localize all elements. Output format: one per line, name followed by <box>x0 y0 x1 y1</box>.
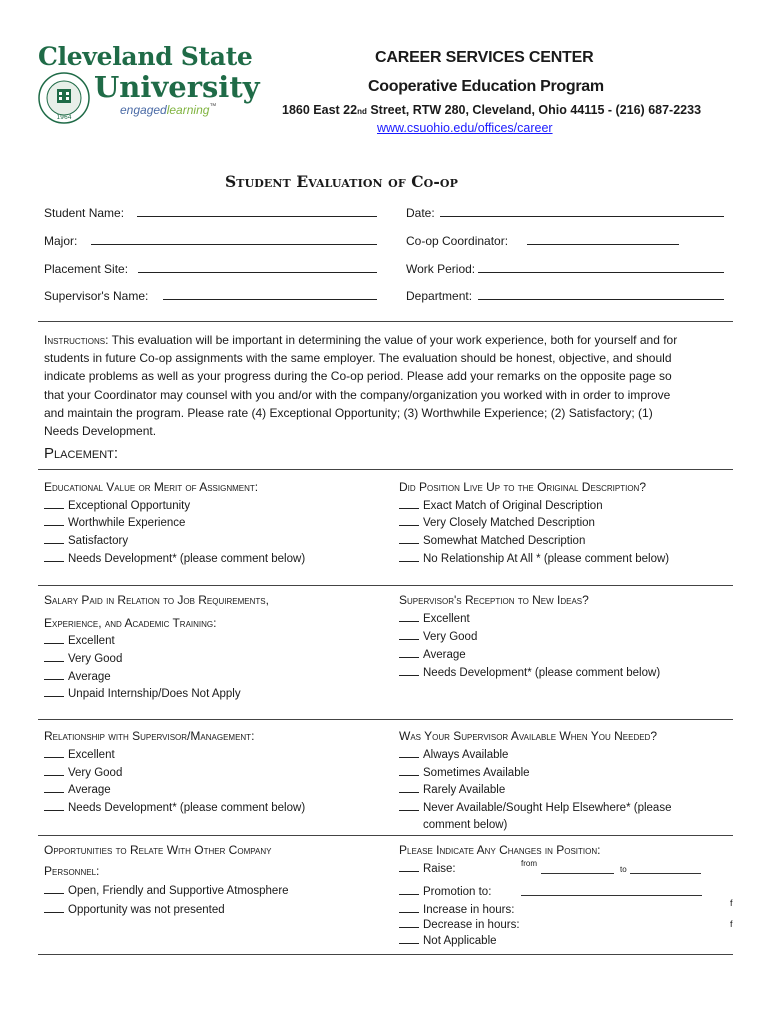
date-field[interactable] <box>440 204 724 217</box>
option-label: Exceptional Opportunity <box>68 500 191 512</box>
tagline-engaged: engaged <box>120 103 167 117</box>
relationship-option-3[interactable] <box>44 783 111 796</box>
divider <box>38 585 733 586</box>
option-label: No Relationship At All * (please comment below) <box>423 553 670 565</box>
form-title: Student Evaluation of Co-op <box>225 172 458 191</box>
salary-option-3[interactable] <box>44 670 111 683</box>
option-label: Excellent <box>423 613 470 625</box>
available-option-2[interactable] <box>399 766 530 779</box>
student-name-label: Student Name: <box>44 206 125 220</box>
relationship-option-1[interactable] <box>44 748 115 761</box>
address-line <box>282 103 701 117</box>
available-option-3[interactable] <box>399 783 505 796</box>
work-period-label: Work Period: <box>406 262 476 276</box>
logo-tagline <box>120 103 216 117</box>
option-label: Sometimes Available <box>423 767 530 779</box>
department-label: Department: <box>406 289 473 303</box>
raise-to-field[interactable] <box>630 873 701 874</box>
divider <box>38 321 733 322</box>
position-description-title: Did Position Live Up to the Original Description? <box>399 480 647 494</box>
option-label: Very Good <box>423 631 478 643</box>
opportunities-option-1[interactable] <box>44 884 289 897</box>
position-option-3[interactable] <box>399 534 585 547</box>
placement-site-field[interactable] <box>138 260 377 273</box>
major-label: Major: <box>44 234 78 248</box>
program-name: Cooperative Education Program <box>368 78 604 95</box>
option-label: Increase in hours: <box>423 904 515 916</box>
option-label: Somewhat Matched Description <box>423 535 586 547</box>
student-name-field[interactable] <box>137 204 377 217</box>
not-applicable-option[interactable] <box>399 934 497 947</box>
reception-option-2[interactable] <box>399 630 477 643</box>
option-label: Needs Development* (please comment below) <box>68 802 306 814</box>
option-label: Satisfactory <box>68 535 129 547</box>
option-label: Exact Match of Original Description <box>423 500 603 512</box>
reception-option-3[interactable] <box>399 648 466 661</box>
divider <box>38 469 733 470</box>
divider <box>38 954 733 955</box>
option-label: Very Good <box>68 767 123 779</box>
option-label: Needs Development* (please comment below) <box>68 553 306 565</box>
opportunities-title-line-2: Personnel: <box>44 864 100 878</box>
option-label: Very Good <box>68 653 123 665</box>
coop-coordinator-field[interactable] <box>527 232 679 245</box>
option-label: Open, Friendly and Supportive Atmosphere <box>68 885 289 897</box>
work-period-field[interactable] <box>478 260 724 273</box>
salary-title-line-2: Experience, and Academic Training: <box>44 616 217 630</box>
coop-coordinator-label: Co-op Coordinator: <box>406 234 509 248</box>
date-label: Date: <box>406 206 435 220</box>
salary-title-line-1: Salary Paid in Relation to Job Requirements, <box>44 593 269 607</box>
option-label: Very Closely Matched Description <box>423 517 595 529</box>
option-label: Average <box>423 649 466 661</box>
option-label: Average <box>68 784 111 796</box>
supervisor-name-field[interactable] <box>163 287 377 300</box>
stray-mark-2: f <box>730 919 733 929</box>
tagline-tm: ™ <box>209 103 217 110</box>
placement-site-label: Placement Site: <box>44 262 129 276</box>
changes-title: Please Indicate Any Changes in Position: <box>399 843 601 857</box>
position-option-4[interactable] <box>399 552 669 565</box>
website-link[interactable]: www.csuohio.edu/offices/career <box>377 121 553 135</box>
educational-option-2[interactable] <box>44 516 185 529</box>
salary-option-2[interactable] <box>44 652 122 665</box>
raise-from-label: from <box>521 859 537 868</box>
available-option-1[interactable] <box>399 748 508 761</box>
option-label: Rarely Available <box>423 784 506 796</box>
relationship-title: Relationship with Supervisor/Management: <box>44 729 255 743</box>
raise-from-field[interactable] <box>541 873 614 874</box>
instructions-lead: Instructions: <box>44 333 109 347</box>
promotion-field[interactable] <box>521 895 702 896</box>
option-label: Promotion to: <box>423 886 492 898</box>
increase-hours-option[interactable] <box>399 903 514 916</box>
instructions-text: This evaluation will be important in determining the value of your work experience, both for yourself and for students in future Co-op assignments with the same employer. The evaluation should be honest, objective, and should indicate problems as well as your progress during the Co-op period. Please add your remarks on the opposite page so that your Coordinator may counsel with you and/or with the company/organization you worked with in order to improve and maintain the program. Please rate (4) Exceptional Opportunity; (3) Worthwhile Experience; (2) Satisfactory; (1) Needs Development. <box>44 333 678 439</box>
educational-option-1[interactable] <box>44 499 190 512</box>
option-label: Unpaid Internship/Does Not Apply <box>68 688 241 700</box>
raise-to-label: to <box>620 865 627 874</box>
option-label: Not Applicable <box>423 935 497 947</box>
educational-option-3[interactable] <box>44 534 128 547</box>
option-label: Never Available/Sought Help Elsewhere* (please <box>423 802 672 814</box>
option-label: Average <box>68 671 111 683</box>
relationship-option-2[interactable] <box>44 766 122 779</box>
opportunities-option-2[interactable] <box>44 903 225 916</box>
university-logo <box>38 42 258 132</box>
educational-option-4[interactable] <box>44 552 305 565</box>
salary-option-1[interactable] <box>44 634 115 647</box>
position-option-2[interactable] <box>399 516 595 529</box>
opportunities-title-line-1: Opportunities to Relate With Other Company <box>44 843 272 857</box>
major-field[interactable] <box>91 232 377 245</box>
logo-line-1: Cleveland State <box>38 42 253 71</box>
supervisor-reception-title: Supervisor's Reception to New Ideas? <box>399 593 589 607</box>
logo-line-2: University <box>94 70 260 104</box>
address-superscript: nd <box>357 107 367 116</box>
promotion-option[interactable] <box>399 885 491 898</box>
stray-mark-1: f <box>730 898 733 908</box>
reception-option-1[interactable] <box>399 612 470 625</box>
option-label: Opportunity was not presented <box>68 904 225 916</box>
decrease-hours-option[interactable] <box>399 918 520 931</box>
university-seal-icon <box>38 72 90 124</box>
instructions <box>44 331 680 440</box>
reception-option-4[interactable] <box>399 666 660 679</box>
available-option-4[interactable] <box>399 801 671 814</box>
option-label: Needs Development* (please comment below) <box>423 667 661 679</box>
option-label: Always Available <box>423 749 509 761</box>
org-name: CAREER SERVICES CENTER <box>375 49 594 66</box>
seal-year: 1964 <box>56 114 72 121</box>
department-field[interactable] <box>478 287 724 300</box>
educational-value-title: Educational Value or Merit of Assignment: <box>44 480 259 494</box>
relationship-option-4[interactable] <box>44 801 305 814</box>
divider <box>38 719 733 720</box>
option-label: Decrease in hours: <box>423 919 520 931</box>
option-label: Worthwhile Experience <box>68 517 186 529</box>
tagline-learning: learning <box>166 103 210 117</box>
available-option-4-continuation: comment below) <box>423 819 508 831</box>
raise-option[interactable] <box>399 862 456 875</box>
position-option-1[interactable] <box>399 499 603 512</box>
salary-option-4[interactable] <box>44 687 241 700</box>
divider <box>38 835 733 836</box>
option-label: Raise: <box>423 863 456 875</box>
address-part-1: 1860 East 22 <box>282 103 358 117</box>
address-part-2: Street, RTW 280, Cleveland, Ohio 44115 - (216) 687-2233 <box>366 103 702 117</box>
option-label: Excellent <box>68 749 115 761</box>
option-label: Excellent <box>68 635 115 647</box>
supervisor-available-title: Was Your Supervisor Available When You Needed? <box>399 729 658 743</box>
placement-heading: Placement: <box>44 445 119 462</box>
supervisor-name-label: Supervisor's Name: <box>44 289 149 303</box>
